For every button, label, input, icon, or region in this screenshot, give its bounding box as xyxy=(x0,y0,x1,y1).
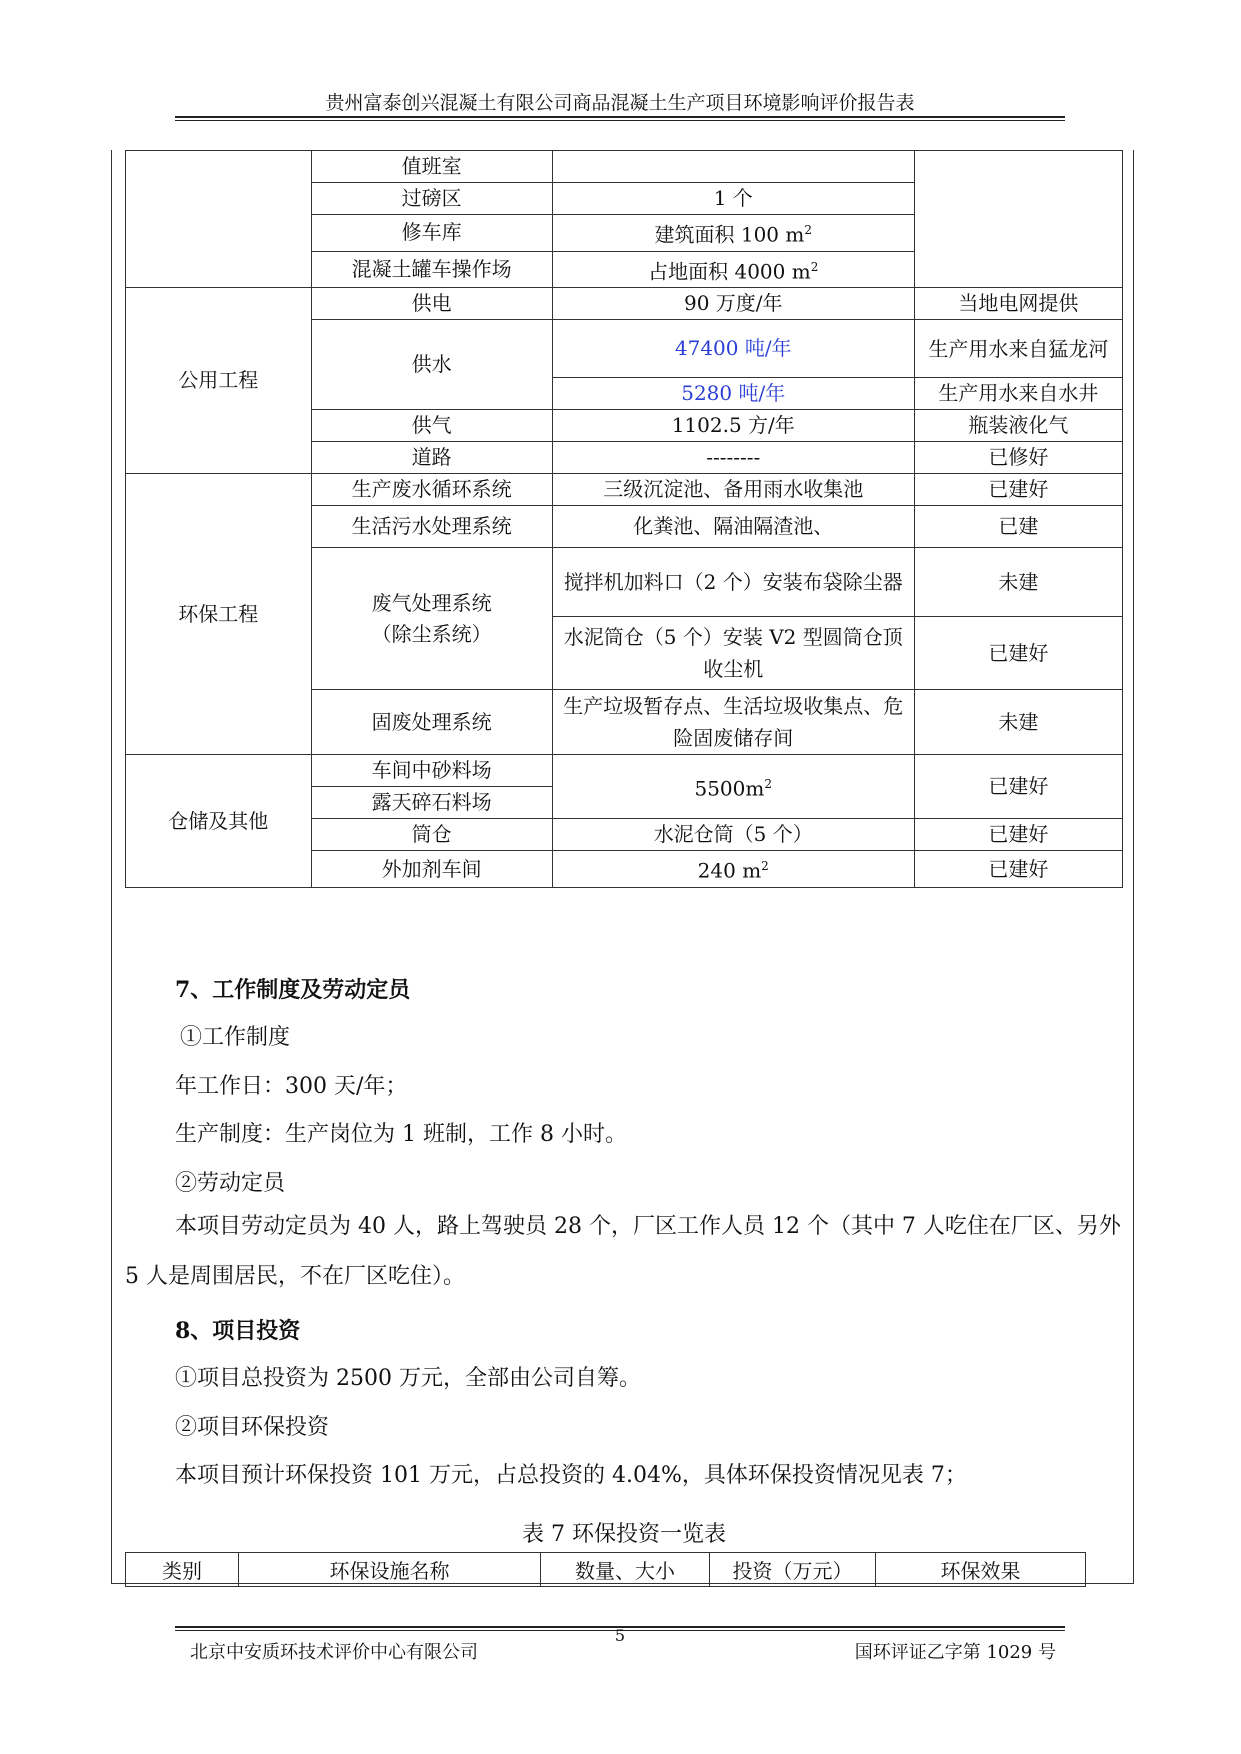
scale-cell: 90 万度/年 xyxy=(552,288,914,320)
item-cell: 值班室 xyxy=(311,151,552,183)
column-header: 环保效果 xyxy=(876,1553,1086,1587)
scale-cell: 生产垃圾暂存点、生活垃圾收集点、危险固废储存间 xyxy=(552,690,914,755)
note-cell: 已建好 xyxy=(914,755,1122,819)
project-composition-table xyxy=(125,150,1123,888)
scale-cell: -------- xyxy=(552,442,914,474)
item-cell: 生产废水循环系统 xyxy=(311,474,552,506)
footer-certificate: 国环评证乙字第 1029 号 xyxy=(854,1642,1056,1663)
item-cell: 混凝土罐车操作场 xyxy=(311,251,552,288)
total-investment-text: ①项目总投资为 2500 万元，全部由公司自筹。 xyxy=(175,1366,641,1391)
page-number: 5 xyxy=(614,1626,626,1645)
item-cell: 道路 xyxy=(311,442,552,474)
item-cell: 筒仓 xyxy=(311,819,552,851)
note-cell: 已建 xyxy=(914,506,1122,548)
footer-organization: 北京中安质环技术评价中心有限公司 xyxy=(190,1642,478,1663)
note-cell: 未建 xyxy=(914,690,1122,755)
note-cell: 未建 xyxy=(914,548,1122,617)
scale-cell: 1 个 xyxy=(552,183,914,215)
category-cell xyxy=(126,151,312,288)
item-line: 废气处理系统 xyxy=(371,590,492,615)
item-cell xyxy=(311,548,552,690)
scale-cell: 占地面积 4000 $m^2$ xyxy=(552,251,914,288)
note-cell: 生产用水来自猛龙河 xyxy=(914,320,1122,378)
scale-cell: 1102.5 方/年 xyxy=(552,410,914,442)
scale-cell: 水泥筒仓（5 个）安装 V2 型圆筒仓顶收尘机 xyxy=(552,617,914,690)
note-cell: 当地电网提供 xyxy=(914,288,1122,320)
env-investment-text: 本项目预计环保投资 101 万元，占总投资的 4.04%，具体环保投资情况见表 7； xyxy=(175,1463,967,1488)
env-investment-subheading: ②项目环保投资 xyxy=(175,1415,330,1440)
scale-cell: 三级沉淀池、备用雨水收集池 xyxy=(552,474,914,506)
scale-cell: 47400 吨/年 xyxy=(552,320,914,378)
note-cell: 已建好 xyxy=(914,617,1122,690)
item-cell: 修车库 xyxy=(311,215,552,252)
work-system-subheading: ①工作制度 xyxy=(180,1025,291,1050)
staffing-paragraph: 本项目劳动定员为 40 人，路上驾驶员 28 个，厂区工作人员 12 个（其中 7 人吃住在厂区、另外 5 人是周围居民，不在厂区吃住）。 xyxy=(125,1214,1121,1289)
item-cell: 生活污水处理系统 xyxy=(311,506,552,548)
scale-cell: $5500m^2$ xyxy=(552,755,914,819)
scale-cell: 水泥仓筒（5 个） xyxy=(552,819,914,851)
column-header: 类别 xyxy=(126,1553,239,1587)
category-cell: 环保工程 xyxy=(126,474,312,755)
item-cell: 供气 xyxy=(311,410,552,442)
item-cell: 过磅区 xyxy=(311,183,552,215)
category-cell: 仓储及其他 xyxy=(126,755,312,888)
header-rule-thin xyxy=(175,120,1065,121)
note-cell: 已建好 xyxy=(914,474,1122,506)
item-cell: 固废处理系统 xyxy=(311,690,552,755)
item-cell: 外加剂车间 xyxy=(311,851,552,888)
column-header: 投资（万元） xyxy=(710,1553,876,1587)
scale-cell: 建筑面积 100 $m^2$ xyxy=(552,215,914,252)
note-cell: 已建好 xyxy=(914,851,1122,888)
scale-cell: 化粪池、隔油隔渣池、 xyxy=(552,506,914,548)
table-header-row xyxy=(126,1553,1086,1587)
shift-text: 生产制度：生产岗位为 1 班制，工作 8 小时。 xyxy=(175,1122,627,1147)
table-row xyxy=(126,474,1123,506)
note-cell: 瓶装液化气 xyxy=(914,410,1122,442)
page-header-title: 贵州富泰创兴混凝土有限公司商品混凝土生产项目环境影响评价报告表 xyxy=(325,92,915,114)
section-8-heading: 8、项目投资 xyxy=(175,1318,301,1344)
note-cell: 已建好 xyxy=(914,819,1122,851)
scale-cell xyxy=(552,151,914,183)
scale-cell: 搅拌机加料口（2 个）安装布袋除尘器 xyxy=(552,548,914,617)
column-header: 数量、大小 xyxy=(541,1553,710,1587)
note-cell xyxy=(914,151,1122,288)
item-line: （除尘系统） xyxy=(371,621,492,646)
note-cell: 已修好 xyxy=(914,442,1122,474)
note-cell: 生产用水来自水井 xyxy=(914,378,1122,410)
scale-cell: 240 $m^2$ xyxy=(552,851,914,888)
column-header: 环保设施名称 xyxy=(239,1553,541,1587)
item-cell: 露天碎石料场 xyxy=(311,787,552,819)
item-cell: 车间中砂料场 xyxy=(311,755,552,787)
header-rule xyxy=(175,116,1065,118)
work-days-text: 年工作日：300 天/年； xyxy=(175,1074,408,1099)
table-7-caption: 表 7 环保投资一览表 xyxy=(522,1522,726,1547)
table-row xyxy=(126,151,1123,183)
category-cell: 公用工程 xyxy=(126,288,312,474)
env-investment-table xyxy=(125,1552,1086,1587)
item-cell: 供电 xyxy=(311,288,552,320)
scale-cell: 5280 吨/年 xyxy=(552,378,914,410)
table-row xyxy=(126,755,1123,787)
table-row xyxy=(126,288,1123,320)
staffing-subheading: ②劳动定员 xyxy=(175,1171,286,1196)
section-7-heading: 7、工作制度及劳动定员 xyxy=(175,977,411,1003)
item-cell: 供水 xyxy=(311,320,552,410)
